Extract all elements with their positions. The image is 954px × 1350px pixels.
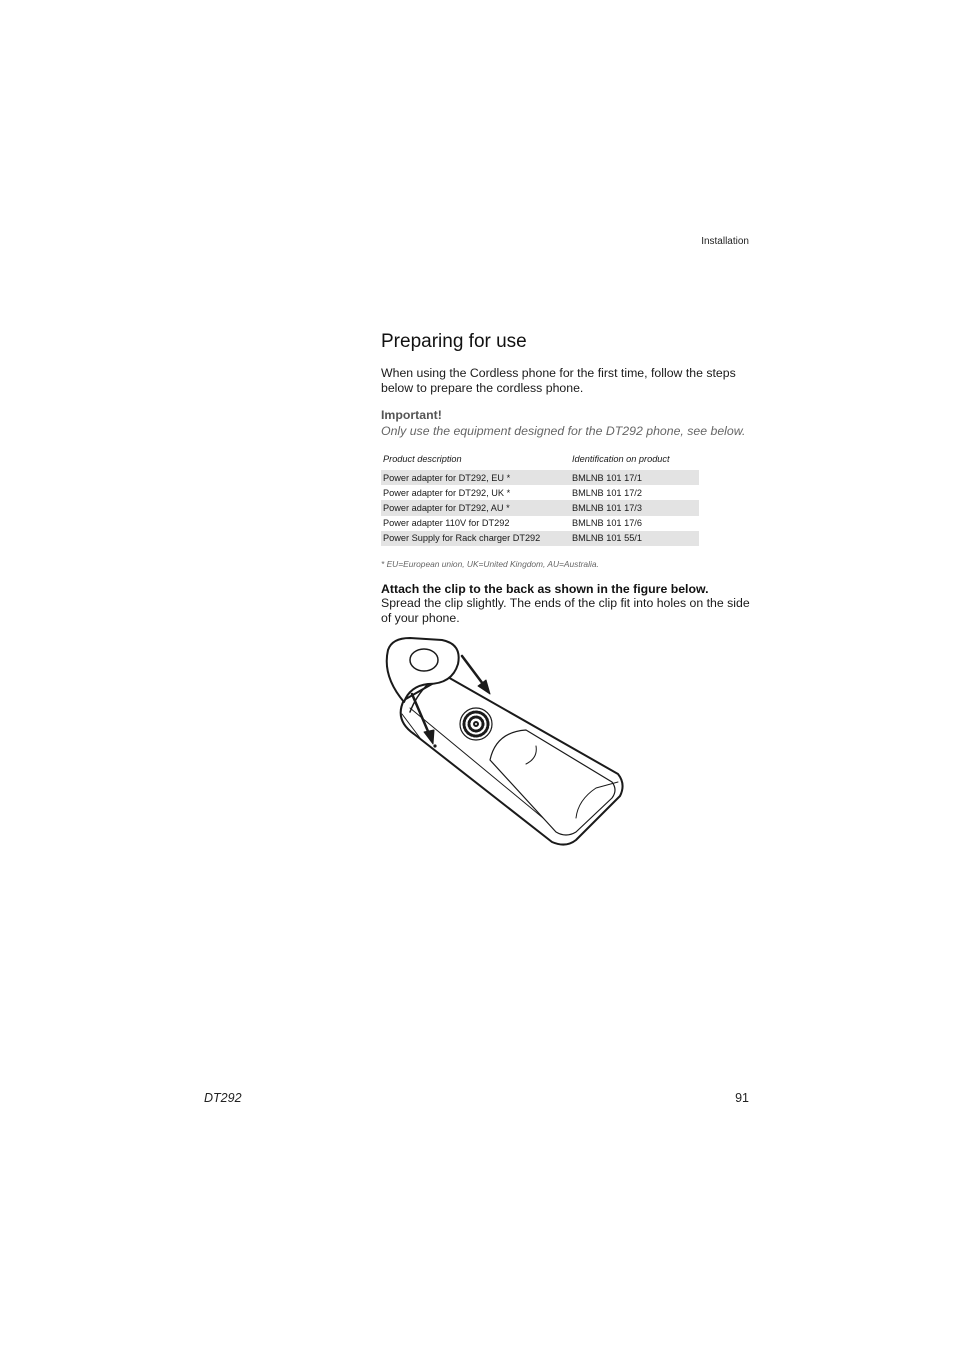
clip-instruction-text: Spread the clip slightly. The ends of the clip fit into holes on the side of your phone. [381, 596, 750, 625]
column-header-identification: Identification on product [572, 454, 670, 464]
product-table [381, 450, 699, 546]
product-id-cell: BMLNB 101 17/2 [572, 487, 642, 498]
table-header-row [381, 450, 699, 470]
table-row [381, 470, 699, 485]
product-id-cell: BMLNB 101 17/6 [572, 518, 642, 529]
section-label: Installation [701, 236, 749, 247]
footer-model-name: DT292 [204, 1091, 242, 1105]
table-row [381, 500, 699, 515]
intro-paragraph: When using the Cordless phone for the first time, follow the steps below to prepare the cordless phone. [381, 366, 736, 395]
clip-hole-dot [433, 744, 436, 747]
table-row [381, 516, 699, 531]
footer-page-number: 91 [735, 1091, 749, 1105]
product-description-cell: Power adapter 110V for DT292 [383, 518, 510, 529]
product-description-cell: Power adapter for DT292, UK * [383, 487, 511, 498]
page-title: Preparing for use [381, 331, 527, 352]
product-description-cell: Power adapter for DT292, EU * [381, 470, 570, 485]
belt-clip-hole [410, 649, 438, 671]
important-heading: Important! [381, 408, 442, 422]
product-description-cell: Power Supply for Rack charger DT292 [381, 531, 570, 546]
table-row [381, 485, 699, 500]
phone-clip-illustration [380, 634, 630, 849]
table-footnote: * EU=European union, UK=United Kingdom, AU=Australia. [381, 559, 599, 569]
product-id-cell: BMLNB 101 55/1 [570, 531, 699, 546]
product-id-cell: BMLNB 101 17/3 [570, 500, 699, 515]
product-description-cell: Power adapter for DT292, AU * [381, 500, 570, 515]
product-id-cell: BMLNB 101 17/1 [570, 470, 699, 485]
column-header-description: Product description [383, 454, 462, 464]
important-note: Only use the equipment designed for the DT292 phone, see below. [381, 424, 746, 438]
clip-instruction-heading: Attach the clip to the back as shown in the figure below. [381, 582, 709, 596]
arrow-upper-head [478, 680, 490, 694]
table-row [381, 531, 699, 546]
